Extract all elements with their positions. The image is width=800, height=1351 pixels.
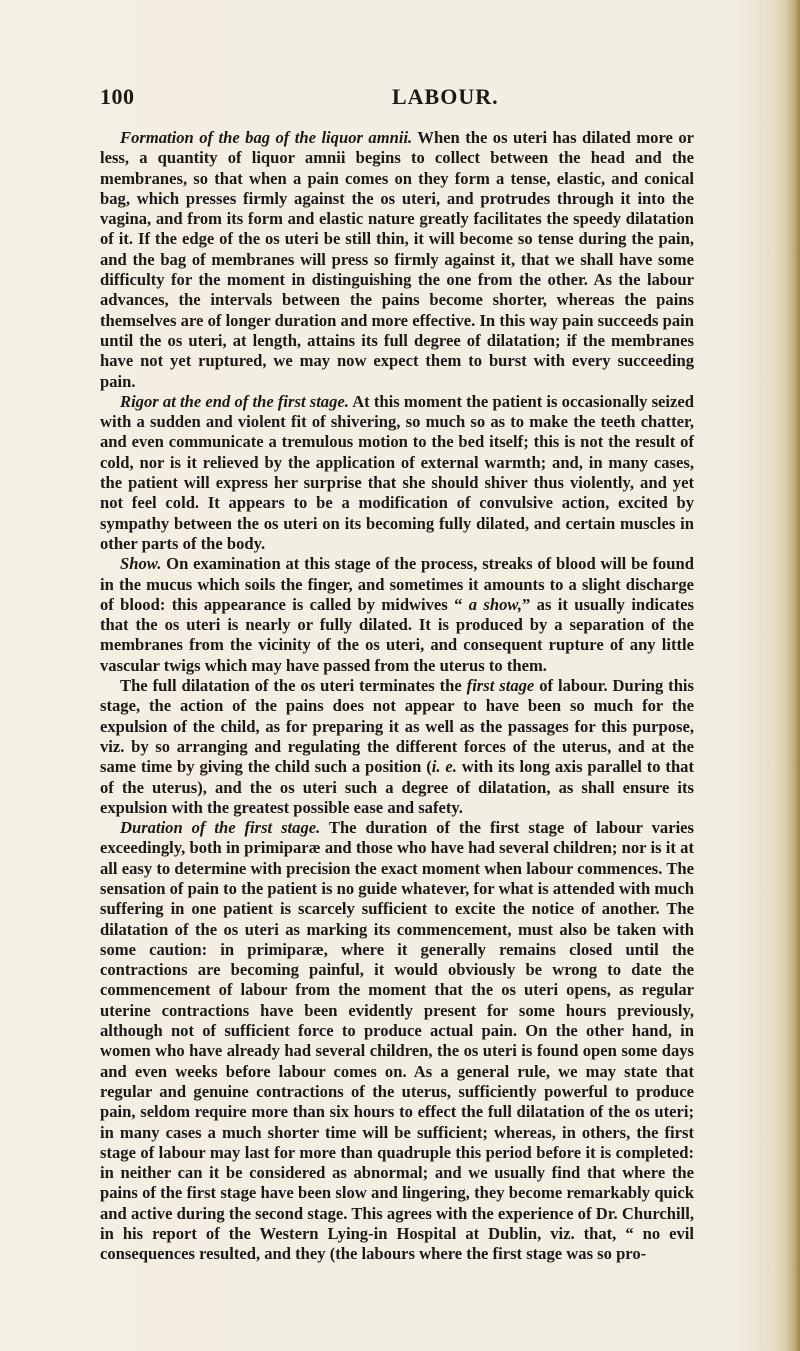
side-heading: Show. (120, 554, 162, 574)
page-number: 100 (100, 84, 135, 109)
paragraph-duration (100, 818, 694, 1265)
body-text (100, 128, 694, 1265)
paragraph-full-dilatation (100, 676, 694, 818)
paragraph-text: ” as it usually indicates that the os uteri is nearly or fully dilated. It is produced by a separation of the membranes from the vicinity of the os uteri, and consequent rupture of any little vascular twigs which may have passed from the uterus to them. (100, 594, 695, 675)
paragraph-text: of labour. During this stage, the action of the pains does not appear to have been so much for the expulsion of the child, as for preparing it as well as the passages for this purpose, viz. by so arranging and regulating the different forces of the uterus, and at the same time by giving the child such a position ( (100, 676, 695, 777)
italic-term: i. e. (431, 757, 457, 777)
running-title: LABOUR. (392, 84, 499, 109)
page-edge-shadow (786, 0, 800, 1351)
paragraph-rigor (100, 392, 694, 554)
page-header (100, 84, 692, 114)
italic-term: a show, (468, 594, 522, 614)
paragraph-text: On examination at this stage of the process, streaks of blood will be found in the mucus which soils the finger, and sometimes it amounts to a slight discharge of blood: this appearance is called by midwives “ (100, 554, 694, 614)
paragraph-text: The duration of the first stage of labour varies exceedingly, both in primiparæ and those who have had several children; nor is it at all easy to determine with precision the exact moment when labour commences. The sensation of pain to the patient is no guide whatever, for what is attended with much suffering in one patient is scarcely sufficient to excite the notice of another. The dilatation of the os uteri as marking its commencement, must also be taken with some caution: in primiparæ, where it generally remains closed until the contractions are becoming painful, it would obviously be wrong to date the commencement of labour from the moment that the os uteri opens, as regular uterine contractions have been evidently present for some hours previously, although not of sufficient force to produce actual pain. On the other hand, in women who have already had several children, the os uteri is found open some days and even weeks before labour comes on. As a general rule, we may state that regular and genuine contractions of the uterus, sufficiently powerful to produce pain, seldom require more than six hours to effect the full dilatation of the os uteri; in many cases a much shorter time will be sufficient; whereas, in others, the first stage of labour may last for more than quadruple this period before it is completed: in neither can it be considered as abnormal; and we usually find that where the pains of the first stage have been slow and lingering, they become remarkably quick and active during the second stage. This agrees with the experience of Dr. Churchill, in his report of the Western Lying-in Hospital at Dublin, viz. that, “ no evil consequences resulted, and they (the labours where the first stage was so pro- (100, 818, 694, 1264)
paragraph-text: At this moment the patient is occasionally seized with a sudden and violent fit of shivering, so much so as to make the teeth chatter, and even communicate a tremulous motion to the bed itself; this is not the result of cold, nor is it relieved by the application of external warmth; and, in many cases, the patient will express her surprise that she should shiver thus violently, and yet not feel cold. It appears to be a modification of convulsive action, excited by sympathy between the os uteri on its becoming fully dilated, and certain muscles in other parts of the body. (100, 391, 694, 553)
side-heading: Formation of the bag of the liquor amnii. (120, 128, 413, 147)
paragraph-text: with its long axis parallel to that of the uterus), and the os uteri such a degree of dilatation, as shall ensure its expulsion with the greatest possible ease and safety. (100, 757, 695, 817)
side-heading: Rigor at the end of the first stage. (120, 391, 349, 411)
paragraph-text: The full dilatation of the os uteri terminates the (120, 676, 467, 696)
italic-term: first stage (466, 676, 535, 696)
side-heading: Duration of the first stage. (120, 818, 321, 838)
paragraph-formation-of-bag (100, 128, 694, 392)
paragraph-text: When the os uteri has dilated more or less, a quantity of liquor amnii begins to collect between the head and the membranes, so that when a pain comes on they form a tense, elastic, and conical bag, which presses firmly against the os uteri, and protrudes through it into the vagina, and from its form and elastic nature greatly facilitates the speedy dilatation of it. If the edge of the os uteri be still thin, it will become so tense during the pain, and the bag of membranes will press so firmly against it, that we shall have some difficulty for the moment in distinguishing the one from the other. As the labour advances, the intervals between the pains become shorter, whereas the pains themselves are of longer duration and more effective. In this way pain succeeds pain until the os uteri, at length, attains its full degree of dilatation; if the membranes have not yet ruptured, we may now expect them to burst with every succeeding pain. (100, 128, 694, 391)
paragraph-show (100, 554, 694, 676)
